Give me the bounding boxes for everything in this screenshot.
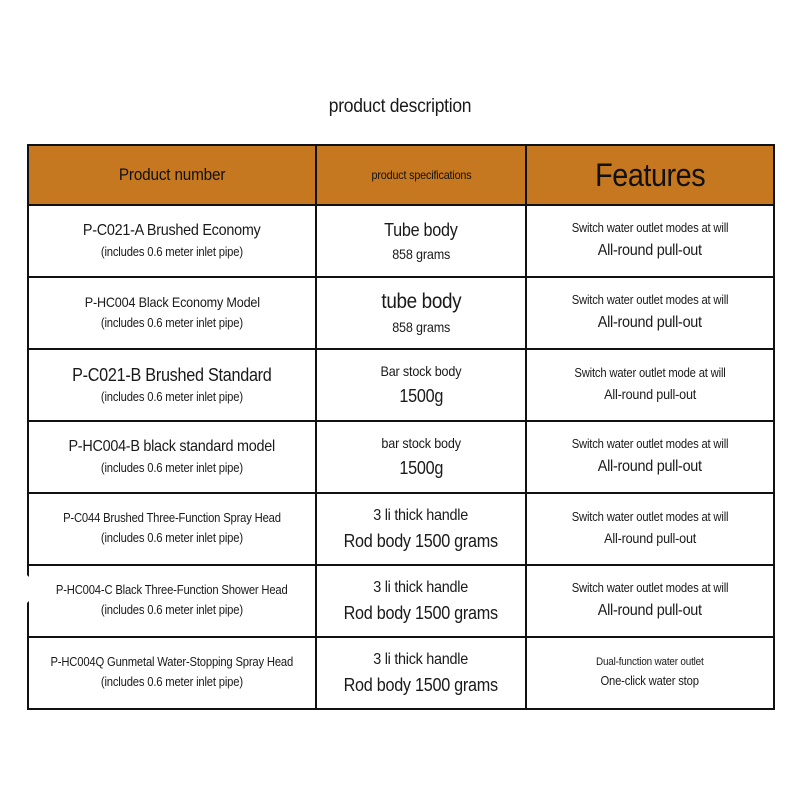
spec-cell <box>316 637 526 709</box>
product-note: (includes 0.6 meter inlet pipe) <box>100 390 244 405</box>
table-row <box>28 493 774 565</box>
table-row <box>28 277 774 349</box>
spec-body: 3 li thick handle <box>373 650 469 668</box>
feature-cell <box>526 277 774 349</box>
product-cell <box>28 421 316 493</box>
feature-secondary: All-round pull-out <box>597 313 703 331</box>
header-features <box>526 145 774 205</box>
border-notch-decoration <box>27 575 41 603</box>
spec-body: tube body <box>381 290 461 314</box>
feature-secondary: All-round pull-out <box>597 457 703 475</box>
product-note: (includes 0.6 meter inlet pipe) <box>100 245 244 260</box>
product-note: (includes 0.6 meter inlet pipe) <box>100 315 244 330</box>
spec-cell <box>316 565 526 637</box>
feature-cell <box>526 349 774 421</box>
feature-primary: Switch water outlet mode at will <box>574 366 726 381</box>
product-name: P-C021-B Brushed Standard <box>72 364 272 385</box>
product-name: P-HC004 Black Economy Model <box>84 294 260 311</box>
spec-cell <box>316 493 526 565</box>
spec-cell <box>316 421 526 493</box>
spec-body: 3 li thick handle <box>373 578 469 596</box>
spec-weight: 1500g <box>399 385 443 406</box>
feature-primary: Switch water outlet modes at will <box>571 221 729 236</box>
feature-cell <box>526 493 774 565</box>
header-specifications-label: product specifications <box>371 168 471 182</box>
spec-cell <box>316 349 526 421</box>
product-note: (includes 0.6 meter inlet pipe) <box>100 675 244 689</box>
table-row <box>28 637 774 709</box>
spec-weight: 1500g <box>399 457 443 478</box>
feature-secondary: All-round pull-out <box>603 386 696 403</box>
feature-primary: Dual-function water outlet <box>596 656 704 669</box>
spec-weight: Rod body 1500 grams <box>343 602 499 623</box>
feature-primary: Switch water outlet modes at will <box>571 581 729 596</box>
spec-body: Bar stock body <box>380 363 462 379</box>
feature-primary: Switch water outlet modes at will <box>571 437 729 452</box>
header-specifications <box>316 145 526 205</box>
product-table <box>27 144 775 710</box>
product-name: P-C044 Brushed Three-Function Spray Head <box>63 511 281 526</box>
product-name: P-HC004-B black standard model <box>68 438 276 456</box>
table-row <box>28 349 774 421</box>
feature-primary: Switch water outlet modes at will <box>571 293 729 308</box>
product-cell <box>28 205 316 277</box>
product-cell <box>28 565 316 637</box>
table-row <box>28 421 774 493</box>
spec-body: bar stock body <box>381 435 461 451</box>
feature-secondary: All-round pull-out <box>597 241 703 259</box>
spec-weight: Rod body 1500 grams <box>343 674 499 695</box>
spec-weight: Rod body 1500 grams <box>343 530 499 551</box>
table-row <box>28 565 774 637</box>
feature-cell <box>526 565 774 637</box>
page-title: product description <box>328 96 472 117</box>
table-header-row <box>28 145 774 205</box>
feature-cell <box>526 637 774 709</box>
table-row <box>28 205 774 277</box>
feature-cell <box>526 421 774 493</box>
feature-primary: Switch water outlet modes at will <box>571 510 729 525</box>
feature-secondary: All-round pull-out <box>603 530 696 547</box>
header-features-label: Features <box>594 157 706 193</box>
spec-body: 3 li thick handle <box>373 506 469 524</box>
spec-weight: 858 grams <box>392 319 450 336</box>
feature-secondary: One-click water stop <box>600 674 700 689</box>
spec-weight: 858 grams <box>392 245 450 262</box>
feature-cell <box>526 205 774 277</box>
product-cell <box>28 637 316 709</box>
header-product-number-label: Product number <box>118 165 226 184</box>
product-cell <box>28 349 316 421</box>
product-cell <box>28 277 316 349</box>
spec-cell <box>316 277 526 349</box>
product-name: P-HC004Q Gunmetal Water-Stopping Spray Head <box>50 655 294 670</box>
product-name: P-C021-A Brushed Economy <box>83 222 261 240</box>
product-note: (includes 0.6 meter inlet pipe) <box>100 461 244 476</box>
spec-body: Tube body <box>384 220 458 240</box>
spec-cell <box>316 205 526 277</box>
feature-secondary: All-round pull-out <box>597 601 703 619</box>
product-note: (includes 0.6 meter inlet pipe) <box>100 531 244 545</box>
product-cell <box>28 493 316 565</box>
product-note: (includes 0.6 meter inlet pipe) <box>100 603 244 617</box>
product-name: P-HC004-C Black Three-Function Shower Head <box>56 583 288 598</box>
header-product-number <box>28 145 316 205</box>
